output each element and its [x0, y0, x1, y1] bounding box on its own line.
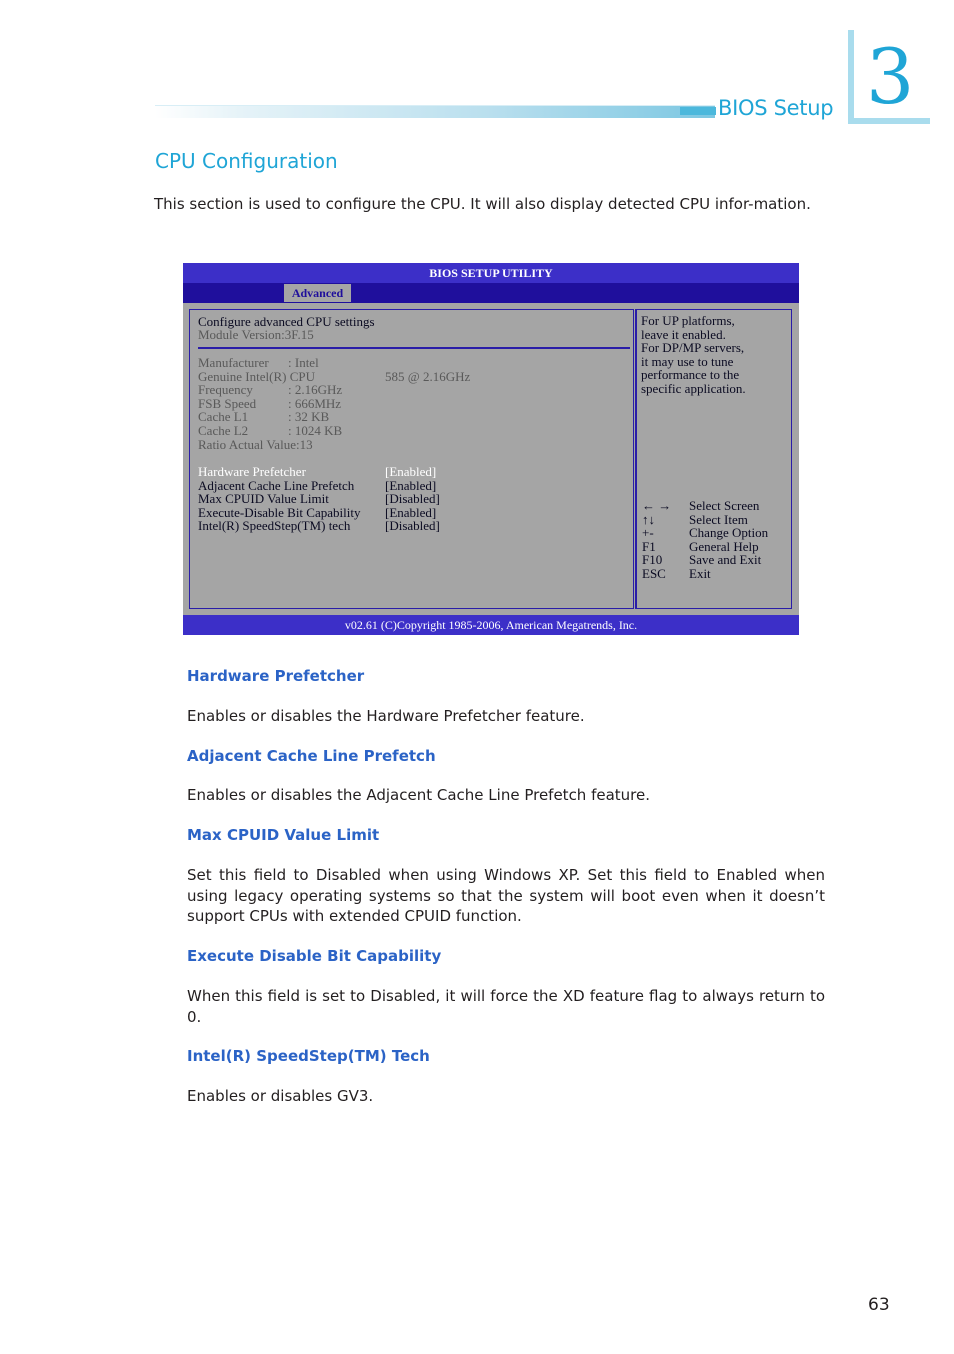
info-label: Ratio Actual Value:13: [198, 436, 313, 452]
key-desc: General Help: [689, 538, 759, 554]
key-desc: Select Item: [689, 511, 748, 527]
setting-speedstep[interactable]: Intel(R) SpeedStep(TM) tech: [198, 518, 351, 534]
key-esc: ESC: [642, 566, 666, 581]
setting-value[interactable]: [Disabled]: [385, 518, 440, 534]
desc-text: Set this field to Disabled when using Windows XP. Set this field to Enabled when using legacy operating systems so that the system will boot even when it doesn’t support CPUs with extended CPUID function.: [187, 866, 825, 925]
header-section-label: BIOS Setup: [718, 96, 834, 120]
setting-execute-disable-bit[interactable]: Execute-Disable Bit Capability: [198, 504, 361, 520]
header-gradient-bar: [155, 105, 715, 118]
key-desc: Save and Exit: [689, 552, 762, 568]
info-value: : 2.16GHz: [288, 382, 343, 398]
key-desc: Select Screen: [689, 498, 760, 513]
bios-main-panel: [189, 309, 634, 609]
bios-module-version: Module Version:3F.15: [198, 327, 314, 342]
info-value: : 1024 KB: [288, 423, 343, 438]
desc-text: Enables or disables the Hardware Prefetcher feature.: [187, 707, 585, 725]
setting-value[interactable]: [Enabled]: [385, 504, 437, 520]
desc-heading: Hardware Prefetcher: [187, 667, 365, 685]
help-line: specific application.: [641, 381, 746, 396]
info-label: Genuine Intel(R) CPU: [198, 368, 315, 384]
desc-text: When this field is set to Disabled, it will force the XD feature flag to always return to 0.: [187, 987, 825, 1026]
help-line: leave it enabled.: [641, 326, 726, 342]
info-value: : 666MHz: [288, 395, 342, 411]
key-desc: Change Option: [689, 525, 769, 541]
help-line: it may use to tune: [641, 353, 734, 369]
tab-advanced[interactable]: Advanced: [284, 284, 351, 302]
info-value: 585 @ 2.16GHz: [385, 368, 471, 384]
desc-heading: Intel(R) SpeedStep(TM) Tech: [187, 1047, 430, 1065]
key-f1: F1: [642, 538, 656, 554]
setting-adjacent-cache-line-prefetch[interactable]: Adjacent Cache Line Prefetch: [198, 477, 355, 493]
header-bar-accent: [680, 107, 716, 115]
bios-menu-bar: [183, 283, 799, 303]
info-label: Manufacturer: [198, 355, 269, 370]
key-arrows-ud-icon: ↑↓: [642, 511, 655, 527]
bios-footer: v02.61 (C)Copyright 1985-2006, American Megatrends, Inc.: [183, 615, 799, 635]
setting-value[interactable]: [Disabled]: [385, 491, 440, 507]
help-line: For UP platforms,: [641, 313, 735, 328]
intro-paragraph: This section is used to configure the CPU. It will also display detected CPU infor-mation.: [154, 195, 811, 213]
desc-heading: Execute Disable Bit Capability: [187, 947, 442, 965]
setting-max-cpuid-value-limit[interactable]: Max CPUID Value Limit: [198, 491, 329, 507]
info-value: : 32 KB: [288, 409, 330, 425]
info-label: Frequency: [198, 382, 253, 398]
desc-heading: Adjacent Cache Line Prefetch: [187, 747, 436, 765]
page-title: CPU Configuration: [155, 149, 338, 173]
setting-value[interactable]: [Enabled]: [385, 464, 437, 479]
desc-text: Enables or disables the Adjacent Cache Line Prefetch feature.: [187, 786, 651, 804]
key-f10: F10: [642, 552, 663, 568]
info-label: Cache L1: [198, 409, 249, 425]
help-line: performance to the: [641, 367, 740, 383]
info-value: : Intel: [288, 355, 319, 370]
setting-value[interactable]: [Enabled]: [385, 477, 437, 493]
key-arrows-lr-icon: ← →: [642, 498, 672, 513]
page-number: 63: [868, 1295, 890, 1315]
key-desc: Exit: [689, 566, 711, 581]
bios-screenshot: [183, 263, 799, 635]
chapter-frame-vertical: [848, 30, 854, 124]
bios-title-bar: BIOS SETUP UTILITY: [183, 263, 799, 283]
setting-hardware-prefetcher[interactable]: Hardware Prefetcher: [198, 464, 306, 479]
help-line: For DP/MP servers,: [641, 340, 745, 356]
desc-heading: Max CPUID Value Limit: [187, 826, 380, 844]
info-label: FSB Speed: [198, 395, 257, 411]
bios-divider: [198, 347, 630, 349]
info-label: Cache L2: [198, 423, 249, 438]
chapter-number: 3: [866, 32, 915, 121]
key-plus-minus: +-: [642, 525, 654, 541]
bios-heading: Configure advanced CPU settings: [198, 314, 375, 329]
desc-text: Enables or disables GV3.: [187, 1087, 374, 1105]
